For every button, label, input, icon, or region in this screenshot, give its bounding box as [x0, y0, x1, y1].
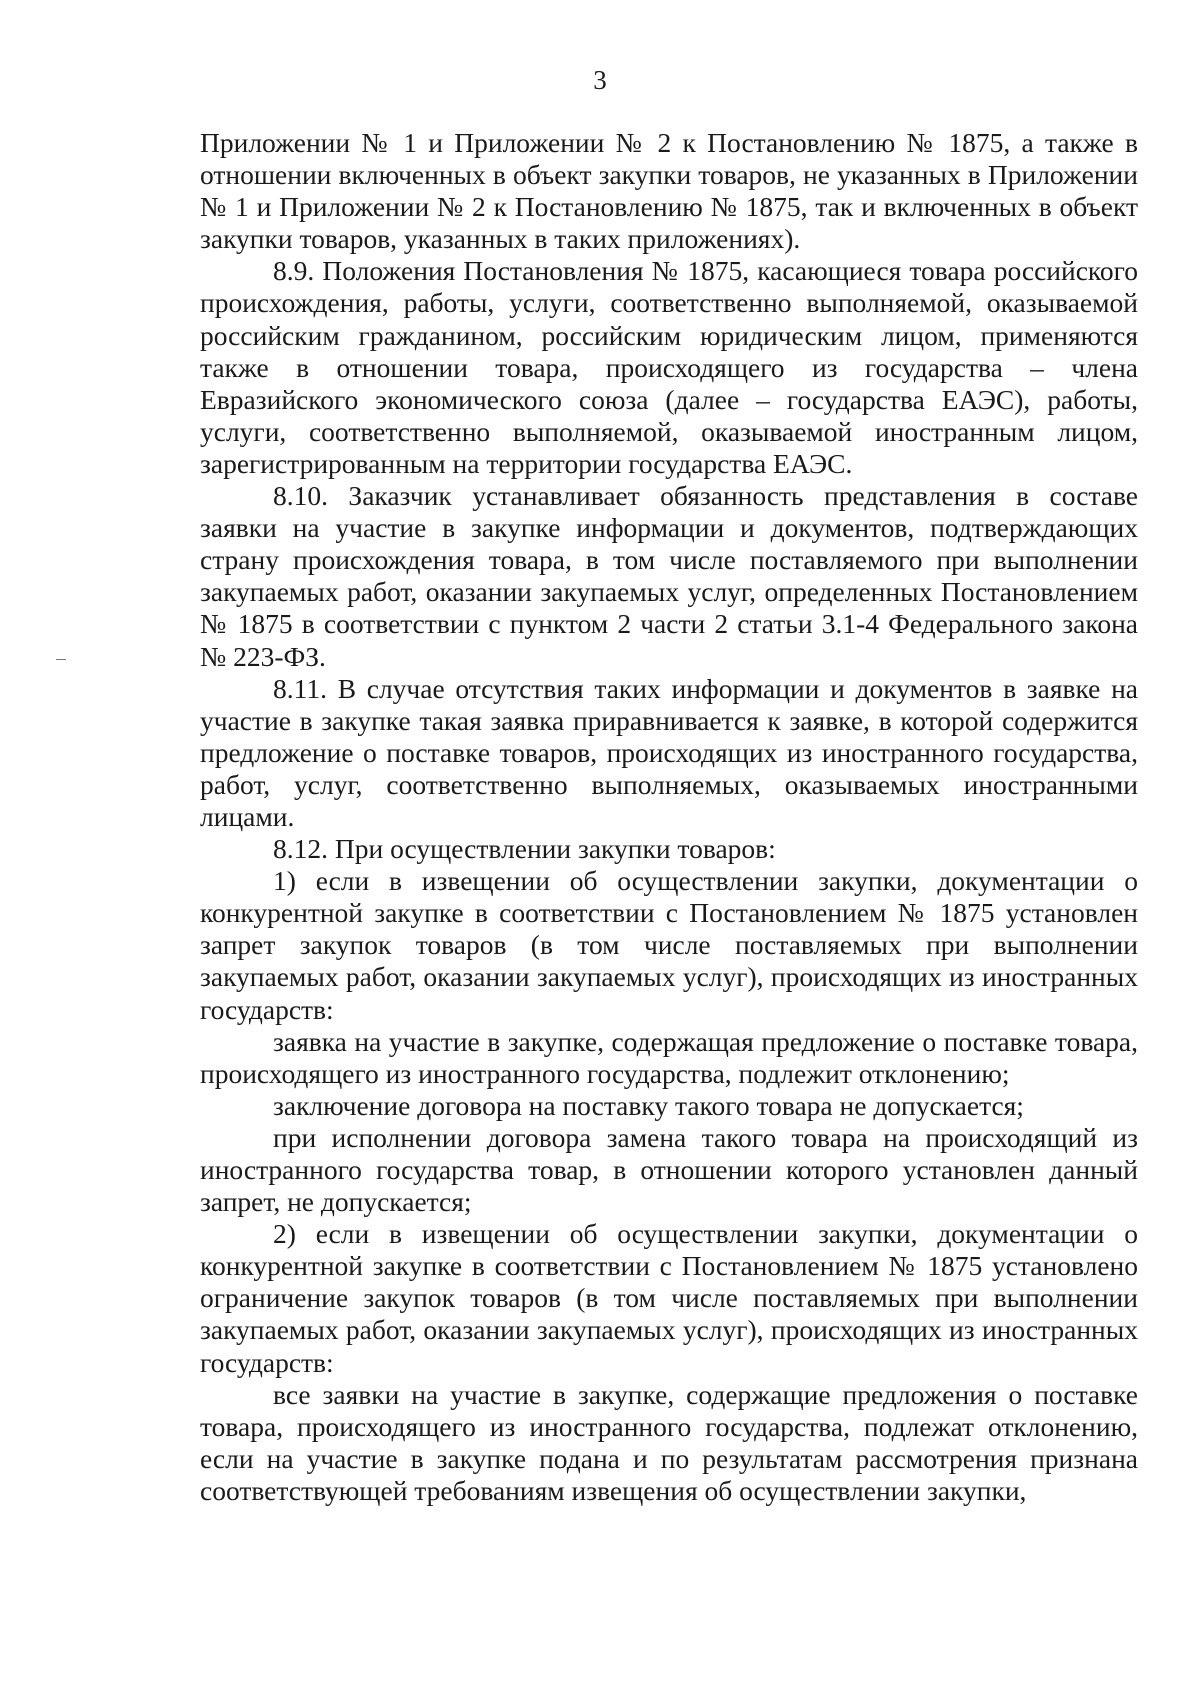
- paragraph-8-10: 8.10. Заказчик устанавливает обязанность представления в составе заявки на участие в закупке информации и документов, подтверждающих страну происхождения товара, в том числе поставляемого при выполнении закупаемых работ, оказании закупаемых услуг, определенных Постановлением № 1875 в соответствии с пунктом 2 части 2 статьи 3.1-4 Федерального закона № 223-ФЗ.: [200, 480, 1138, 672]
- paragraph-item-1-replacement: при исполнении договора замена такого товара на происходящий из иностранного государства товар, в отношении которого установлен данный запрет, не допускается;: [200, 1121, 1138, 1218]
- paragraph-8-9: 8.9. Положения Постановления № 1875, касающиеся товара российского происхождения, работы, услуги, соответственно выполняемой, оказываемой российским гражданином, российским юридическим лицом, применяются также в отношении товара, происходящего из государства – члена Евразийского экономического союза (далее – государства ЕАЭС), работы, услуги, соответственно выполняемой, оказываемой иностранным лицом, зарегистрированным на территории государства ЕАЭС.: [200, 255, 1138, 479]
- margin-mark: [56, 659, 66, 660]
- paragraph-item-1-rejection: заявка на участие в закупке, содержащая предложение о поставке товара, происходящего из иностранного государства, подлежит отклонению;: [200, 1025, 1138, 1089]
- page-number: 3: [593, 65, 607, 95]
- paragraph-item-2: 2) если в извещении об осуществлении закупки, документации о конкурентной закупке в соответствии с Постановлением № 1875 установлено ограничение закупок товаров (в том числе поставляемых при выполнении закупаемых работ, оказании закупаемых услуг), происходящих из иностранных государств:: [200, 1218, 1138, 1378]
- paragraph-item-1: 1) если в извещении об осуществлении закупки, документации о конкурентной закупке в соответствии с Постановлением № 1875 установлен запрет закупок товаров (в том числе поставляемых при выполнении закупаемых работ, оказании закупаемых услуг), происходящих из иностранных государств:: [200, 865, 1138, 1025]
- paragraph-8-12: 8.12. При осуществлении закупки товаров:: [273, 833, 776, 865]
- paragraph-item-2-rejection: все заявки на участие в закупке, содержащие предложения о поставке товара, происходящего из иностранного государства, подлежат отклонению, если на участие в закупке подана и по результатам рассмотрения признана соответствующей требованиям извещения об осуществлении закупки,: [200, 1378, 1138, 1506]
- paragraph-8-11: 8.11. В случае отсутствия таких информации и документов в заявке на участие в закупке такая заявка приравнивается к заявке, в которой содержится предложение о поставке товаров, происходящих из иностранного государства, работ, услуг, соответственно выполняемых, оказываемых иностранными лицами.: [200, 672, 1138, 832]
- paragraph-item-1-contract: заключение договора на поставку такого товара не допускается;: [273, 1089, 1024, 1121]
- paragraph-continuation: Приложении № 1 и Приложении № 2 к Постановлению № 1875, а также в отношении включенных в объект закупки товаров, не указанных в Приложении № 1 и Приложении № 2 к Постановлению № 1875, так и включенных в объект закупки товаров, указанных в таких приложениях).: [200, 127, 1138, 255]
- document-body: [200, 127, 1138, 1507]
